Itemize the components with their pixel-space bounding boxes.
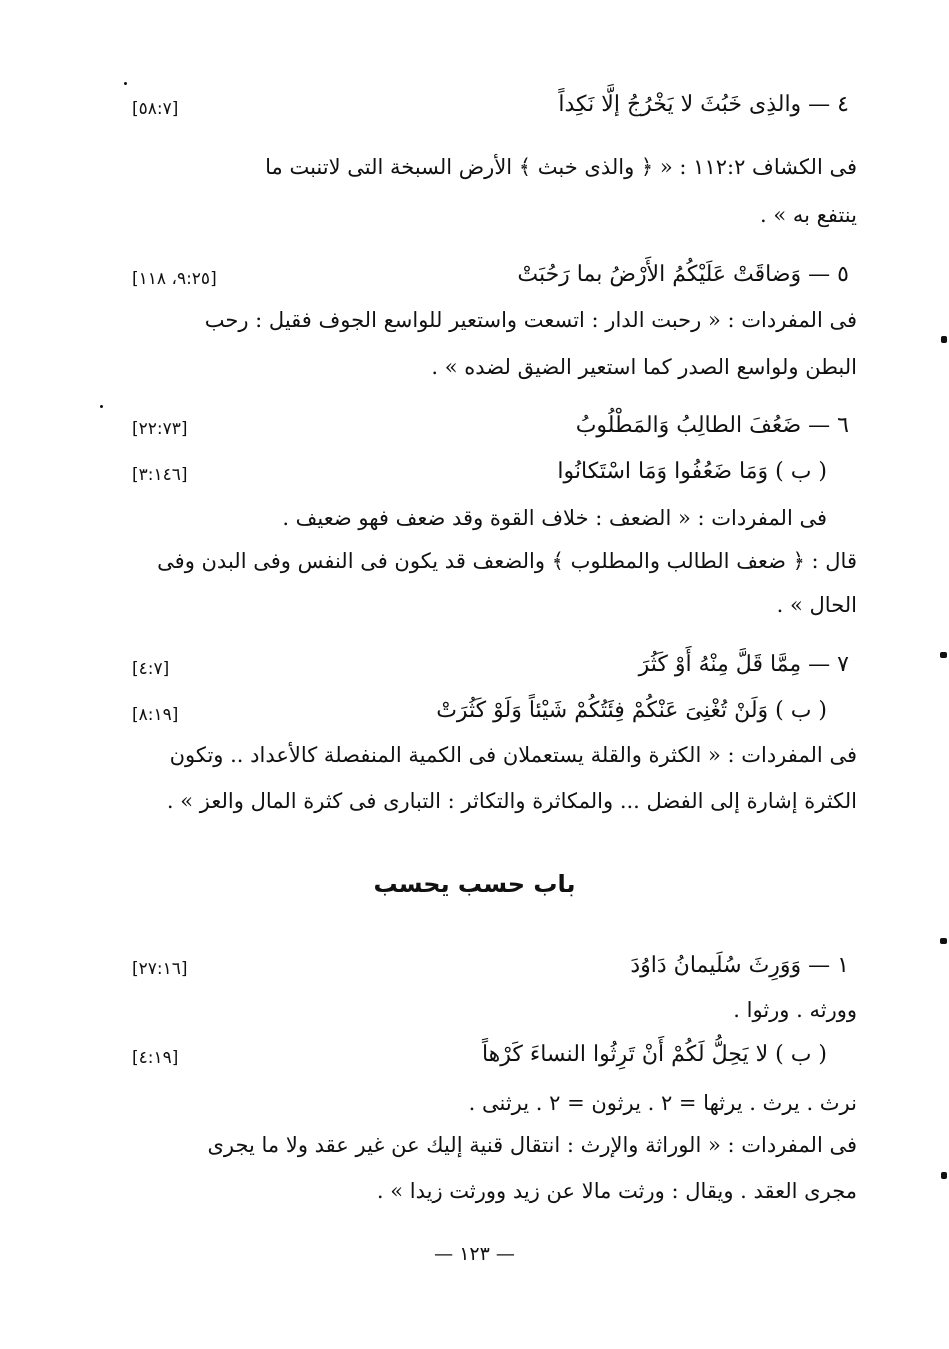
verse-6b: ( ب ) وَمَا ضَعُفُوا وَمَا اسْتَكانُوا xyxy=(557,459,827,484)
section-commentary-line-2: مجرى العقد . ويقال : ورثت مالا عن زيد وورثت زيدا » . xyxy=(376,1179,857,1203)
verse-5: ٥ — وَضاقَتْ عَلَيْكُمُ الأَرْضُ بما رَحُبَتْ xyxy=(517,262,849,287)
verse-7-reference: [٤:٧] xyxy=(132,659,170,679)
verse-6: ٦ — ضَعُفَ الطالِبُ وَالمَطْلُوبُ xyxy=(575,413,849,438)
commentary-7-line-1: فى المفردات : « الكثرة والقلة يستعملان فى الكمية المنفصلة كالأعداد .. وتكون xyxy=(169,743,857,767)
section-verse-1b-forms: نرث . يرث . يرثها = ٢ . يرثون = ٢ . يرثنى . xyxy=(468,1091,857,1115)
verse-6b-reference: [٣:١٤٦] xyxy=(132,465,188,485)
commentary-7-line-2: الكثرة إشارة إلى الفضل ... والمكاثرة والتكاثر : التبارى فى كثرة المال والعز » . xyxy=(166,789,857,813)
section-title: باب حسب يحسب xyxy=(373,870,576,898)
margin-mark xyxy=(941,336,947,343)
page-number: — ١٢٣ — xyxy=(434,1243,515,1265)
commentary-6-line-1: فى المفردات : « الضعف : خلاف القوة وقد ضعف فهو ضعيف . xyxy=(282,506,827,530)
section-verse-1b: ( ب ) لا يَحِلُّ لَكُمْ أَنْ تَرِثُوا النساءَ كَرْهاً xyxy=(481,1042,827,1067)
commentary-6-line-2: قال : ﴿ ضعف الطالب والمطلوب ﴾ والضعف قد يكون فى النفس وفى البدن وفى xyxy=(157,549,857,573)
verse-7b-reference: [٨:١٩] xyxy=(132,705,179,725)
section-verse-1-forms: وورثه . ورثوا . xyxy=(733,998,857,1022)
verse-5-reference: [٩:٢٥، ١١٨] xyxy=(132,269,217,289)
verse-6-reference: [٢٢:٧٣] xyxy=(132,419,188,439)
commentary-4-line-1: فى الكشاف ١١٢:٢ : « ﴿ والذى خبث ﴾ الأرض السبخة التى لاتنبت ما xyxy=(265,155,857,179)
section-commentary-line-1: فى المفردات : « الوراثة والإرث : انتقال قنية إليك عن غير عقد ولا ما يجرى xyxy=(207,1133,857,1157)
margin-mark xyxy=(940,652,947,658)
margin-mark xyxy=(941,1172,947,1179)
commentary-4-line-2: ينتفع به » . xyxy=(760,203,857,227)
commentary-6-line-3: الحال » . xyxy=(776,593,857,617)
verse-4-reference: [٥٨:٧] xyxy=(132,99,179,119)
section-verse-1-reference: [٢٧:١٦] xyxy=(132,959,188,979)
scan-speck xyxy=(124,82,127,85)
section-verse-1: ١ — وَوَرِثَ سُلَيمانُ دَاوُدَ xyxy=(630,953,849,978)
verse-7: ٧ — مِمَّا قَلَّ مِنْهُ أَوْ كَثُرَ xyxy=(638,652,849,677)
verse-7b: ( ب ) وَلَنْ تُغْنِىَ عَنْكُمْ فِئَتُكُمْ شَيْئاً وَلَوْ كَثُرَتْ xyxy=(436,698,827,723)
commentary-5-line-1: فى المفردات : « رحبت الدار : اتسعت واستعير للواسع الجوف فقيل : رحب xyxy=(204,308,857,332)
verse-4: ٤ — والذِى خَبُثَ لا يَخْرُجُ إلَّا نَكِداً xyxy=(558,92,849,117)
margin-mark xyxy=(940,938,947,944)
section-verse-1b-reference: [٤:١٩] xyxy=(132,1048,179,1068)
commentary-5-line-2: البطن ولواسع الصدر كما استعير الضيق لضده » . xyxy=(431,355,857,379)
scan-speck xyxy=(100,405,103,408)
